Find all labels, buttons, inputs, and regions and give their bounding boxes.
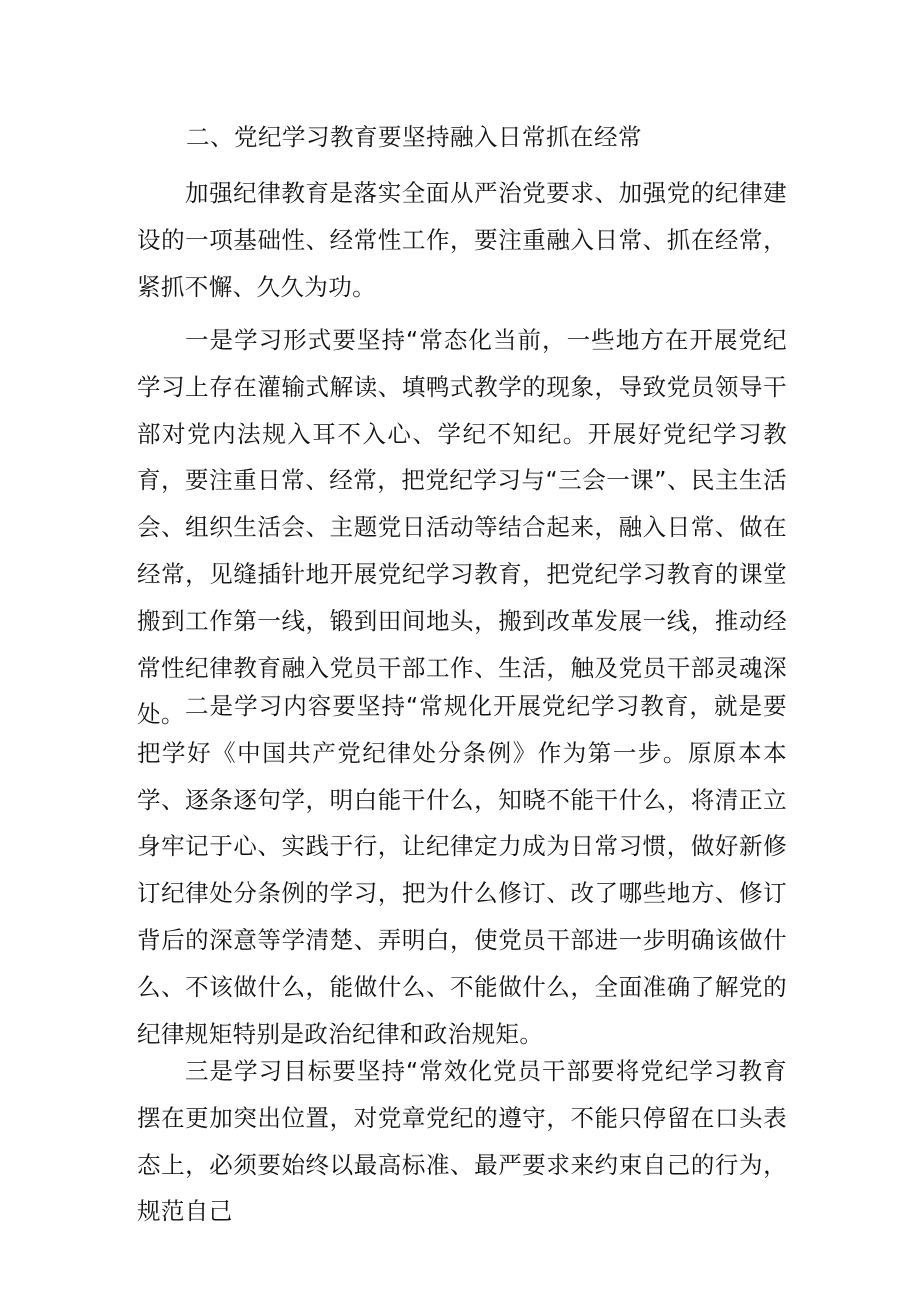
- paragraph-goal: 三是学习目标要坚持“常效化党员干部要将党纪学习教育摆在更加突出位置，对党章党纪的遵守，不能只停留在口头表态上，必须要始终以最高标准、最严要求来约束自己的行为，规范自己: [137, 1057, 787, 1226]
- paragraph-content: 二是学习内容要坚持“常规化开展党纪学习教育，就是要把学好《中国共产党纪律处分条例》作为第一步。原原本本学、逐条逐句学，明白能干什么，知晓不能干什么，将清正立身牢记于心、实践于行，让纪律定力成为日常习惯，做好新修订纪律处分条例的学习，把为什么修订、改了哪些地方、修订背后的深意等学清楚、弄明白，使党员干部进一步明确该做什么、不该做什么，能做什么、不能做什么，全面准确了解党的纪律规矩特别是政治纪律和政治规矩。: [137, 692, 787, 1048]
- paragraph-intro: 加强纪律教育是落实全面从严治党要求、加强党的纪律建设的一项基础性、经常性工作，要注重融入日常、抓在经常，紧抓不懈、久久为功。: [137, 179, 787, 301]
- paragraph-form: 一是学习形式要坚持“常态化当前，一些地方在开展党纪学习上存在灌输式解读、填鸭式教学的现象，导致党员领导干部对党内法规入耳不入心、学纪不知纪。开展好党纪学习教育，要注重日常、经常，把党纪学习与“三会一课”、民主生活会、组织生活会、主题党日活动等结合起来，融入日常、做在经常，见缝插针地开展党纪学习教育，把党纪学习教育的课堂搬到工作第一线，锻到田间地头，搬到改革发展一线，推动经常性纪律教育融入党员干部工作、生活，触及党员干部灵魂深处。: [137, 326, 787, 729]
- section-heading: 二、党纪学习教育要坚持融入日常抓在经常: [186, 123, 642, 151]
